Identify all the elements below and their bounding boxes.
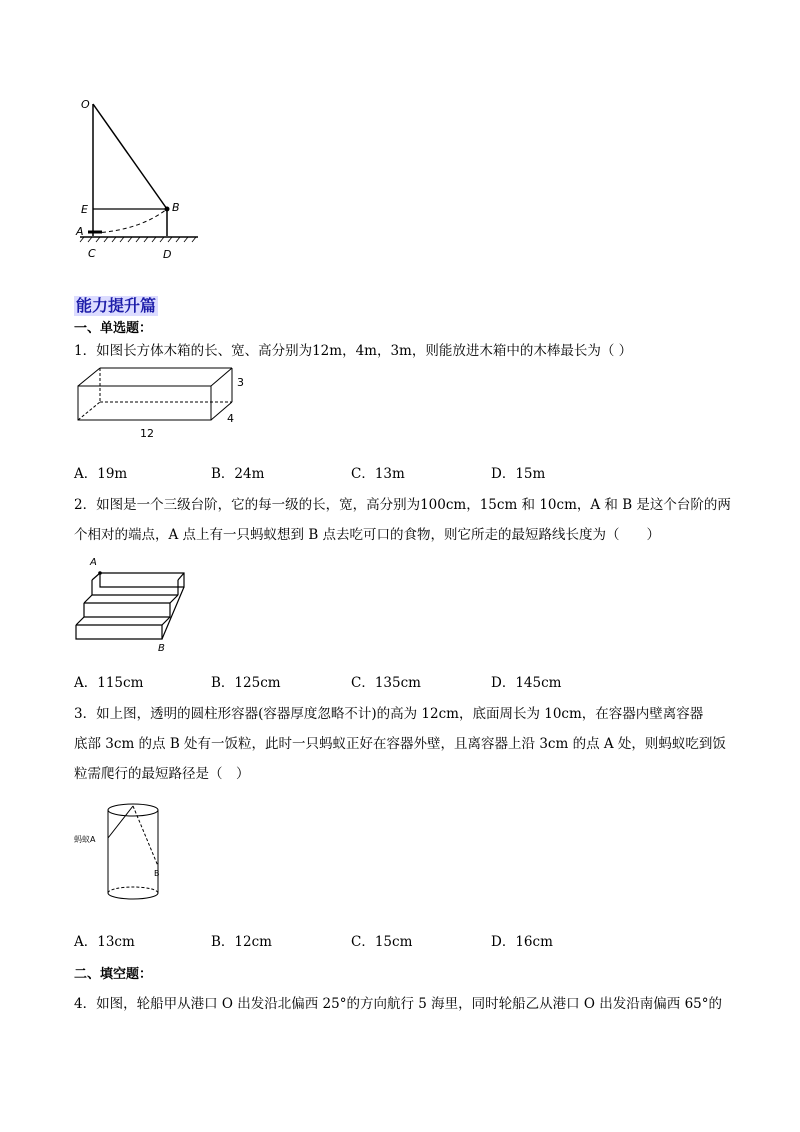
section-title: 能力提升篇 [76,296,157,315]
q3-cylinder-figure [74,800,184,920]
q1-option-a: A．19m [74,466,128,482]
part1-heading: 一、单选题： [74,321,153,336]
label-c: C [88,247,96,260]
point-b [165,207,170,212]
q3-fig-ant-label: 蚂蚁A [74,835,96,844]
label-o: O [81,98,90,111]
q3-fig-label-b: B [154,869,160,878]
q3-line1: 3．如上图，透明的圆柱形容器(容器厚度忽略不计)的高为 12cm，底面周长为 10cm，在容器内壁离容器 [74,706,704,722]
line-ob [93,104,167,209]
q2-line1: 2．如图是一个三级台阶，它的每一级的长，宽，高分别为100cm，15cm 和 10cm，A 和 B 是这个台阶的两 [74,497,731,513]
q3-option-d: D．16cm [491,934,553,950]
q3-option-a: A．13cm [74,934,135,950]
q2-fig-label-a: A [90,557,97,568]
label-a: A [76,225,84,238]
q3-line3: 粒需爬行的最短路径是（ ） [74,766,250,782]
q2-option-d: D．145cm [491,675,562,691]
q1-option-c: C．13m [351,466,405,482]
q1-option-b: B．24m [211,466,265,482]
q2-line2: 个相对的端点，A 点上有一只蚂蚁想到 B 点去吃可口的食物，则它所走的最短路线长度为（ ） [74,527,661,543]
arc-ab [95,209,167,233]
q1-fig-length: 12 [140,427,154,440]
q2-option-c: C．135cm [351,675,421,691]
label-b: B [172,201,180,214]
q1-box-figure [74,364,254,444]
q2-stairs-figure [74,555,194,655]
top-figure [70,90,210,270]
q1-fig-width: 4 [227,412,234,425]
q3-line2: 底部 3cm 的点 B 处有一饭粒，此时一只蚂蚁正好在容器外壁，且离容器上沿 3cm 的点 A 处，则蚂蚁吃到饭 [74,736,726,752]
q1-option-d: D．15m [491,466,546,482]
q2-fig-label-b: B [158,643,165,654]
q2-option-a: A．115cm [74,675,144,691]
label-e: E [81,203,88,216]
q3-option-b: B．12cm [211,934,272,950]
part2-heading: 二、填空题： [74,967,153,982]
label-d: D [163,248,172,261]
q1-text: 1．如图长方体木箱的长、宽、高分别为12m，4m，3m，则能放进木箱中的木棒最长为（ ） [74,343,633,359]
q3-option-c: C．15cm [351,934,413,950]
q1-fig-height: 3 [237,376,244,389]
q2-option-b: B．125cm [211,675,281,691]
q4-line1: 4．如图，轮船甲从港口 O 出发沿北偏西 25°的方向航行 5 海里，同时轮船乙从港口 O 出发沿南偏西 65°的 [74,996,722,1012]
